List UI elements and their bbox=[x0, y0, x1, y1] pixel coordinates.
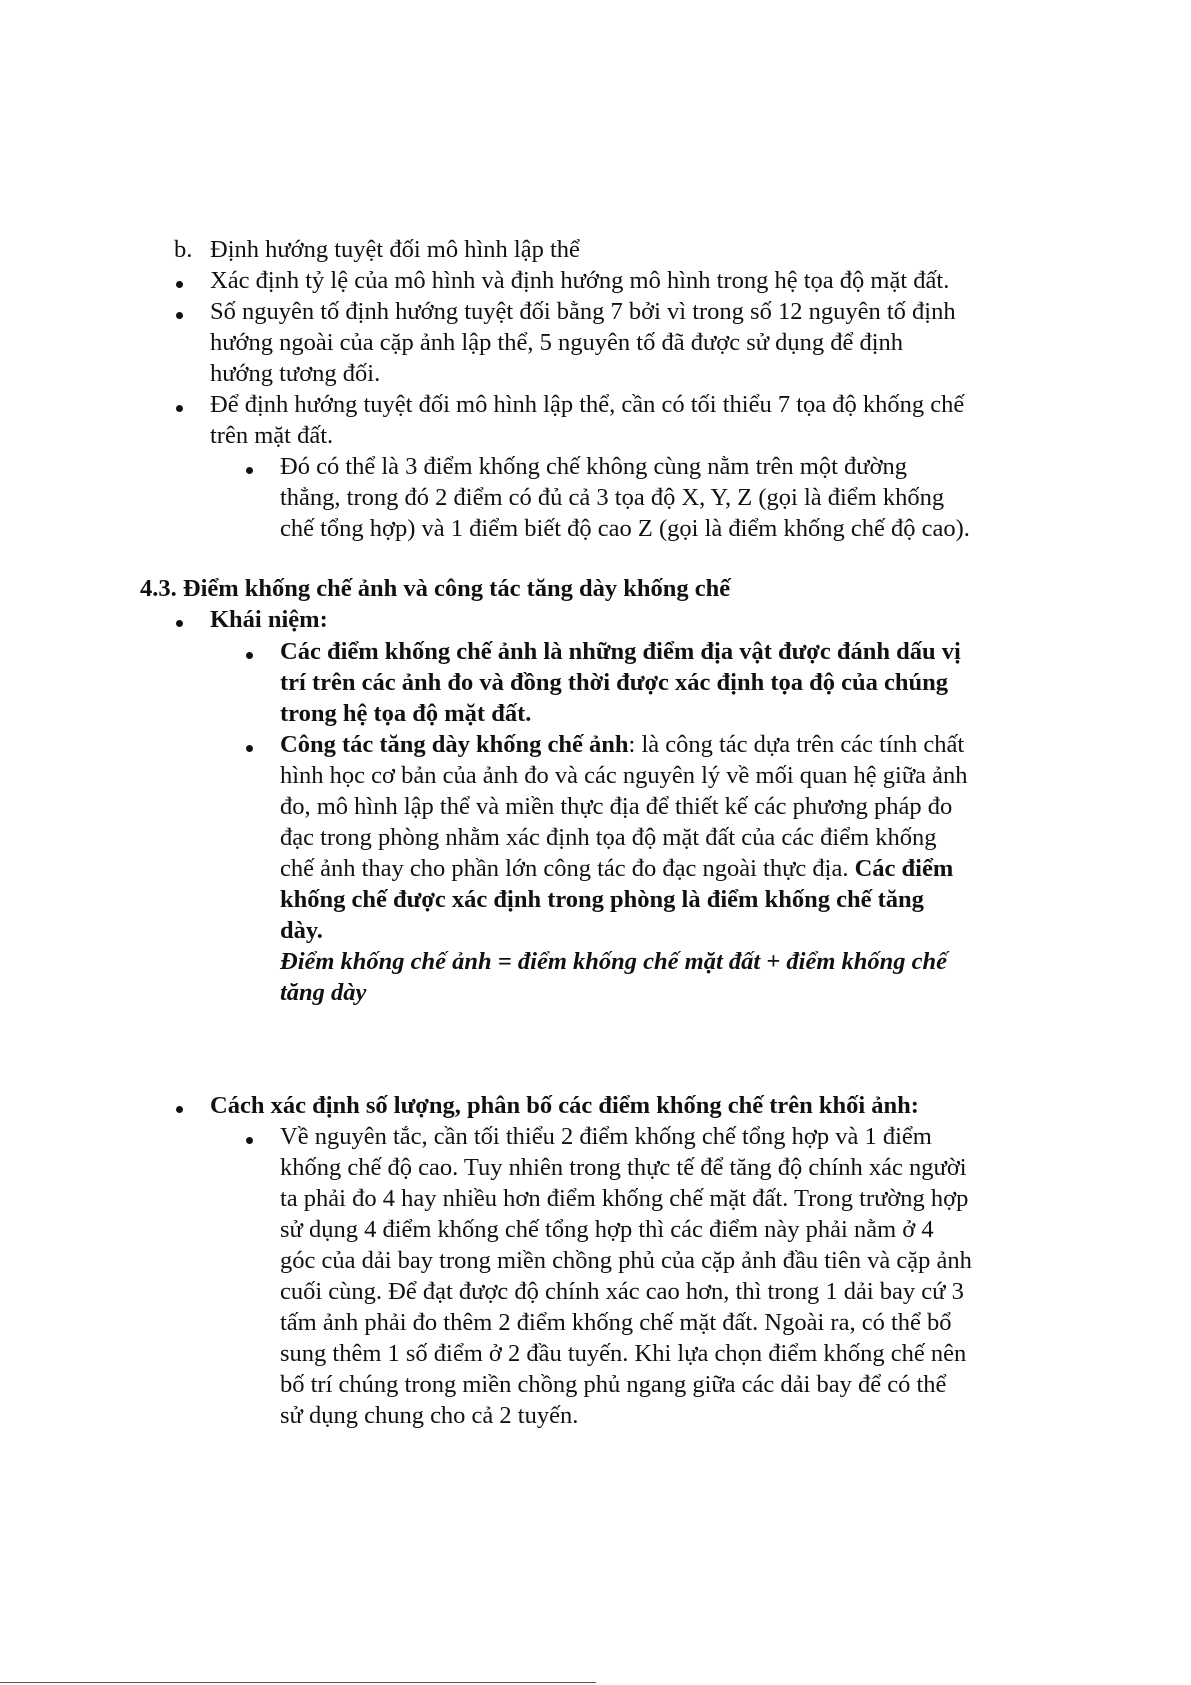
method-line: góc của dải bay trong miền chồng phủ của cặp ảnh đầu tiên và cặp ảnh bbox=[280, 1247, 972, 1274]
method-line: sử dụng 4 điểm khống chế tổng hợp thì các điểm này phải nằm ở 4 bbox=[280, 1216, 934, 1243]
method-line: tấm ảnh phải đo thêm 2 điểm khống chế mặt đất. Ngoài ra, có thể bổ bbox=[280, 1309, 952, 1336]
section-b-bullet-2-line-1: Số nguyên tố định hướng tuyệt đối bằng 7 bởi vì trong số 12 nguyên tố định bbox=[210, 298, 956, 325]
bullet-dot bbox=[176, 620, 183, 627]
sub-bullet-dot bbox=[246, 467, 253, 474]
definition-1-line-1: Các điểm khống chế ảnh là những điểm địa vật được đánh dấu vị bbox=[280, 638, 961, 665]
page-bottom-rule bbox=[0, 1682, 596, 1683]
section-b-bullet-3-line-2: trên mặt đất. bbox=[210, 422, 334, 449]
definition-2-bold-line-2: dày. bbox=[280, 917, 323, 944]
list-marker-b: b. bbox=[174, 236, 193, 263]
definition-1-line-2: trí trên các ảnh đo và đồng thời được xác định tọa độ của chúng bbox=[280, 669, 949, 696]
method-label: Cách xác định số lượng, phân bố các điểm khống chế trên khối ảnh: bbox=[210, 1092, 919, 1119]
definition-2-term: Công tác tăng dày khống chế ảnh bbox=[280, 731, 629, 758]
sub-bullet-line-2: thẳng, trong đó 2 điểm có đủ cả 3 tọa độ X, Y, Z (gọi là điểm khống bbox=[280, 484, 945, 511]
method-line: khống chế độ cao. Tuy nhiên trong thực tế để tăng độ chính xác người bbox=[280, 1154, 967, 1181]
method-line: sung thêm 1 số điểm ở 2 đầu tuyến. Khi lựa chọn điểm khống chế nên bbox=[280, 1340, 967, 1367]
definition-2-line-1-rest: : là công tác dựa trên các tính chất bbox=[628, 731, 965, 758]
definition-1-line-3: trong hệ tọa độ mặt đất. bbox=[280, 700, 532, 727]
section-b-bullet-2-line-2: hướng ngoài của cặp ảnh lập thể, 5 nguyên tố đã được sử dụng để định bbox=[210, 329, 904, 356]
formula-line-2: tăng dày bbox=[280, 979, 367, 1006]
definition-2-line-2: hình học cơ bản của ảnh đo và các nguyên lý về mối quan hệ giữa ảnh bbox=[280, 762, 968, 789]
definition-2-line-5-plain: chế ảnh thay cho phần lớn công tác đo đạc ngoài thực địa. bbox=[280, 855, 855, 882]
section-b-bullet-2-line-3: hướng tương đối. bbox=[210, 360, 381, 387]
concept-label: Khái niệm: bbox=[210, 606, 328, 633]
formula-line-1: Điểm khống chế ảnh = điểm khống chế mặt đất + điểm khống chế bbox=[280, 948, 948, 975]
definition-2-bold-line-1: khống chế được xác định trong phòng là điểm khống chế tăng bbox=[280, 886, 924, 913]
method-line: Về nguyên tắc, cần tối thiểu 2 điểm khống chế tổng hợp và 1 điểm bbox=[280, 1123, 932, 1150]
method-line: cuối cùng. Để đạt được độ chính xác cao hơn, thì trong 1 dải bay cứ 3 bbox=[280, 1278, 964, 1305]
sub-bullet-dot bbox=[246, 652, 253, 659]
definition-2-line-3: đo, mô hình lập thể và miền thực địa để thiết kế các phương pháp đo bbox=[280, 793, 953, 820]
definition-2-line-1 bbox=[280, 729, 964, 761]
method-line: ta phải đo 4 hay nhiều hơn điểm khống chế mặt đất. Trong trường hợp bbox=[280, 1185, 969, 1212]
definition-2-line-5-bold: Các điểm bbox=[854, 855, 954, 882]
sub-bullet-dot bbox=[246, 745, 253, 752]
sub-bullet-dot bbox=[246, 1137, 253, 1144]
method-line: bố trí chúng trong miền chồng phủ ngang giữa các dải bay để có thể bbox=[280, 1371, 947, 1398]
method-line: sử dụng chung cho cả 2 tuyến. bbox=[280, 1402, 579, 1429]
sub-bullet-line-1: Đó có thể là 3 điểm khống chế không cùng nằm trên một đường bbox=[280, 453, 908, 480]
definition-2-line-5 bbox=[280, 853, 953, 885]
bullet-dot bbox=[176, 1106, 183, 1113]
sub-bullet-line-3: chế tổng hợp) và 1 điểm biết độ cao Z (gọi là điểm khống chế độ cao). bbox=[280, 515, 970, 542]
bullet-dot bbox=[176, 405, 183, 412]
section-b-bullet-3-line-1: Để định hướng tuyệt đối mô hình lập thể, cần có tối thiểu 7 tọa độ khống chế bbox=[210, 391, 965, 418]
bullet-dot bbox=[176, 312, 183, 319]
section-heading-4-3: 4.3. Điểm khống chế ảnh và công tác tăng dày khống chế bbox=[140, 575, 731, 602]
definition-2-line-4: đạc trong phòng nhằm xác định tọa độ mặt đất của các điểm khống bbox=[280, 824, 937, 851]
bullet-dot bbox=[176, 281, 183, 288]
section-b-title: Định hướng tuyệt đối mô hình lập thể bbox=[210, 236, 580, 263]
section-b-bullet-1: Xác định tỷ lệ của mô hình và định hướng mô hình trong hệ tọa độ mặt đất. bbox=[210, 267, 950, 294]
